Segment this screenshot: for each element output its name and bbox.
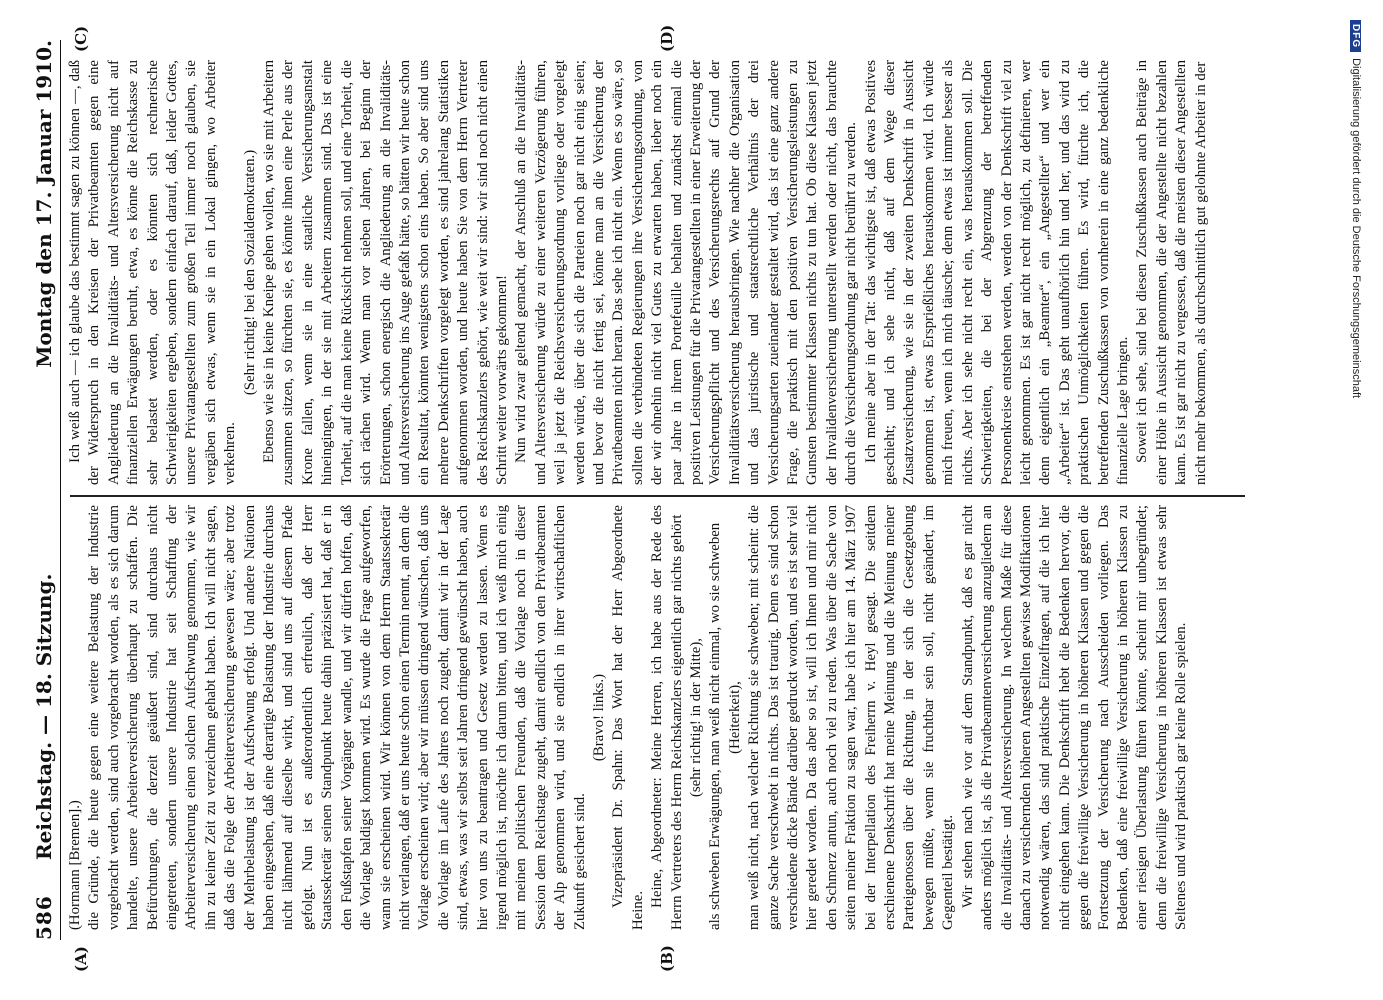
page-number: 586 <box>32 895 56 940</box>
interjection: (sehr richtig! in der Mitte), <box>688 637 704 798</box>
column-divider <box>70 496 1245 498</box>
right-text-column <box>66 60 1246 485</box>
header-date: Montag den 17. Januar 1910. <box>32 40 56 368</box>
margin-mark-b: (B) <box>658 945 676 972</box>
interjection: (Sehr richtig! bei den Sozialdemokraten.) <box>241 149 258 396</box>
paragraph: Ich weiß auch — ich glaube das bestimmt sagen zu können —, daß der Widerspruch in den Kreisen der Privatbeamten gegen eine Angliederung an die Invaliditäts- und Altersversicherung nicht auf finanziellen Erwägungen beruht, etwa, es könne die Reichskasse zu sehr belastet werden, oder es könnten sich rechnerische Schwierigkeiten ergeben, sondern einfach darauf, daß, leider Gottes, unsere Privatangestellten zum großen Teil immer noch glauben, sie vergäben sich etwas, wenn sie in ein Lokal gingen, wo Arbeiter verkehren. <box>67 60 239 485</box>
attribution-text: Digitalisierung gefördert durch die Deutsche Forschungsgemeinschaft <box>1350 58 1362 399</box>
dfg-logo: DFG <box>1350 20 1361 52</box>
margin-mark-a: (A) <box>72 946 90 972</box>
digitization-attribution <box>1348 20 1362 920</box>
paragraph: Ebenso wie sie in keine Kneipe gehen wollen, wo sie mit Arbeitern zusammen sitzen, so fürchten sie, es könnte ihnen eine Perle aus der Krone fallen, wenn sie in eine staatliche Versicherungsanstalt hineingingen, in der sie mit Arbeitern zusammen sind. Das ist eine Torheit, auf die man keine Rücksicht nehmen soll, und eine Torheit, die sich rächen wird. Wenn man vor sieben Jahren, bei Beginn der Erörterungen, schon energisch die Angliederung an die Invaliditäts- und Altersversicherung ins Auge gefaßt hätte, so hätten wir heute schon ein Resultat, könnten wenigstens schon eins haben. So aber sind uns mehrere Denkschriften vorgelegt worden, es sind jahrelang Statistiken aufgenommen worden, und heute haben Sie von dem Herrn Vertreter des Reichskanzlers gehört, wie weit wir sind: wir sind noch nicht einen Schritt weiter vorwärts gekommen! <box>261 60 510 485</box>
margin-mark-d: (D) <box>658 24 676 52</box>
margin-mark-c: (C) <box>72 25 90 52</box>
paragraph: die Gründe, die heute gegen eine weitere Belastung der Industrie vorgebracht werden, sind auch vorgebracht worden, als es sich darum handelte, unsere Arbeiterversicherung überhaupt zu schaffen. Die Befürchtungen, die derzeit geäußert sind, sind durchaus nicht eingetreten, sondern unsere Industrie hat seit Schaffung der Arbeiterversicherung einen solchen Aufschwung genommen, wie wir ihn zu keiner Zeit zu verzeichnen gehabt haben. Ich will nicht sagen, daß das die Folge der Arbeiterversicherung gewesen wäre; aber trotz der Mehrbelastung ist der Aufschwung erfolgt. Und andere Nationen haben eingesehen, daß eine derartige Belastung der Industrie durchaus nicht lähmend auf dieselbe wirkt, und sind uns auf diesem Pfade gefolgt. Nun ist es außerordentlich erfreulich, daß der Herr Staatssekretär seinen Standpunkt heute dahin präzisiert hat, daß er in den Fußstapfen seiner Vorgänger wandle, und wir dürfen hoffen, daß die Vorlage baldigst kommen wird. Es wurde die Frage aufgeworfen, wann sie erscheinen wird. Wir können von dem Herrn Staatssekretär nicht verlangen, daß er uns heute schon einen Termin nennt, an dem die Vorlage erscheinen wird; aber wir müssen dringend wünschen, daß uns die Vorlage im Laufe des Jahres noch zugeht, damit wir in der Lage sind, etwas, was wir selbst seit Jahren dringend gewünscht haben, auch hier von uns zu beantragen und Gesetz werden zu lassen. Wenn es irgend möglich ist, möchte ich darum bitten, und ich weiß mich einig mit meinen politischen Freunden, daß die Vorlage noch in dieser Session dem Reichstage zugeht, damit endlich von den Privatbeamten der Alp genommen wird, und sie endlich in ihrer wirtschaftlichen Zukunft gesichert sind. <box>86 505 588 930</box>
paragraph: Ich meine aber in der Tat: das wichtigste ist, daß etwas Positives geschieht; und ich sehe nicht, daß auf dem Wege dieser Zusatzversicherung, wie sie in der zweiten Denkschrift in Aussicht genommen ist, etwas Ersprießliches herauskommen wird. Ich würde mich freuen, wenn ich mich täusche; denn etwas ist immer besser als nichts. Aber ich sehe nicht recht ein, was herauskommen soll. Die Schwierigkeiten, die bei der Abgrenzung der betreffenden Personenkreise entstehen werden, werden von der Denkschrift viel zu leicht genommen. Es ist gar nicht recht möglich, zu definieren, wer denn eigentlich ein „Beamter“, ein „Angestellter“ und wer ein „Arbeiter“ ist. Das geht unaufhörlich hin und her, und das wird zu praktischen Unmöglichkeiten führen. Es wird, fürchte ich, die betreffenden Zuschußkassen von vornherein in eine ganz bedenkliche finanzielle Lage bringen. <box>862 60 1131 485</box>
paragraph: Soweit ich sehe, sind bei diesen Zuschußkassen auch Beiträge in einer Höhe in Aussicht genommen, die der Angestellte nicht bezahlen kann. Es ist gar nicht zu vergessen, daß die meisten dieser Angestellten nicht mehr bekommen, als durchschnittlich gut gelohnte Arbeiter in der <box>1134 60 1209 485</box>
interjection: (Bravo! links.) <box>590 673 607 762</box>
page-header <box>28 40 61 940</box>
interjection: (Heiterkeit), <box>726 681 743 754</box>
paragraph: als schweben Erwägungen, man weiß nicht einmal, wo sie schweben <box>707 522 724 930</box>
speaker-continuation-tag: (Hormann [Bremen].) <box>67 800 83 930</box>
speaker-introduction: Vizepräsident Dr. Spahn: Das Wort hat der Herr Abgeordnete Heine. <box>610 505 646 930</box>
paragraph: Wir stehen nach wie vor auf dem Standpunkt, daß es gar nicht anders möglich ist, als die Privatbeamtenversicherung anzugliedern an die Invaliditäts- und Altersversicherung. In welchem Maße für diese danach zu versichernden höheren Angestellten gewisse Modifikationen notwendig wären, das sind praktische Einzelfragen, auf die ich hier nicht eingehen kann. Die Denkschrift hebt die Bedenken hervor, die gegen die freiwillige Versicherung in höheren Klassen und gegen die Fortsetzung der Versicherung nach Ausscheiden vorliegen. Das Bedenken, daß eine freiwillige Versicherung in höheren Klassen zu einer riesigen Überlastung führen könnte, scheint mir unbegründet; denn die freiwillige Versicherung in höheren Klassen ist etwas sehr Seltenes und wird praktisch gar keine Rolle spielen. <box>959 505 1190 930</box>
paragraph: man weiß nicht, nach welcher Richtung sie schweben; mit scheint: die ganze Sache verschwebt in nichts. Das ist traurig. Denn es sind schon verschiedene dicke Bände darüber gedruckt worden, und es ist sehr viel hier geredet worden. Da das aber so ist, will ich Ihnen und mir nicht den Schmerz antun, auch noch viel zu reden. Was über die Sache von seiten meiner Fraktion zu sagen war, habe ich hier am 14. März 1907 bei der Interpellation des Freiherrn v. Heyl gesagt. Die seitdem erschienene Denkschrift hat meine Meinung und die Meinung meiner Parteigenossen über die Richtung, in der sich die Gesetzgebung bewegen müßte, wenn sie fruchtbar sein soll, nicht geändert, im Gegenteil bestätigt. <box>746 505 957 930</box>
paragraph: Nun wird zwar geltend gemacht, der Anschluß an die Invaliditäts- und Altersversicherung würde zu einer weiteren Verzögerung führen, weil ja jetzt die Reichsversicherungsordnung vorliege oder vorgelegt werden würde, über die sich die Parteien noch gar nicht einig seien; und bevor die nicht fertig sei, könne man an die Versicherung der Privatbeamten nicht heran. Das sehe ich nicht ein. Wenn es so wäre, so sollten die verbündeten Regierungen ihre Versicherungsordnung, von der wir ohnehin nicht viel Gutes zu erwarten haben, lieber noch ein paar Jahre in ihrem Portefeuille behalten und zunächst einmal die positiven Leistungen für die Privatangestellten in einer Erweiterung der Versicherungspflicht und des Versicherungsrechts auf Grund der Invaliditätsversicherung herausbringen. Wie nachher die Organisation und das juristische und staatsrechtliche Verhältnis der drei Versicherungsarten zueinander gestaltet wird, das ist eine ganz andere Frage, die praktisch mit den positiven Versicherungsleistungen zu Gunsten bestimmter Klassen nichts zu tun hat. Ob diese Klassen jetzt der Invalidenversicherung unterstellt werden oder nicht, das brauchte durch die Versicherungsordnung gar nicht berührt zu werden. <box>513 60 860 485</box>
speaker-opening: Heine, Abgeordneter: Meine Herren, ich habe aus der Rede des Herrn Vertreters des Herrn Reichskanzlers eigentlich gar nichts gehört <box>649 505 685 930</box>
header-session-title: Reichstag. — 18. Sitzung. <box>32 573 56 860</box>
left-text-column <box>66 505 1246 930</box>
